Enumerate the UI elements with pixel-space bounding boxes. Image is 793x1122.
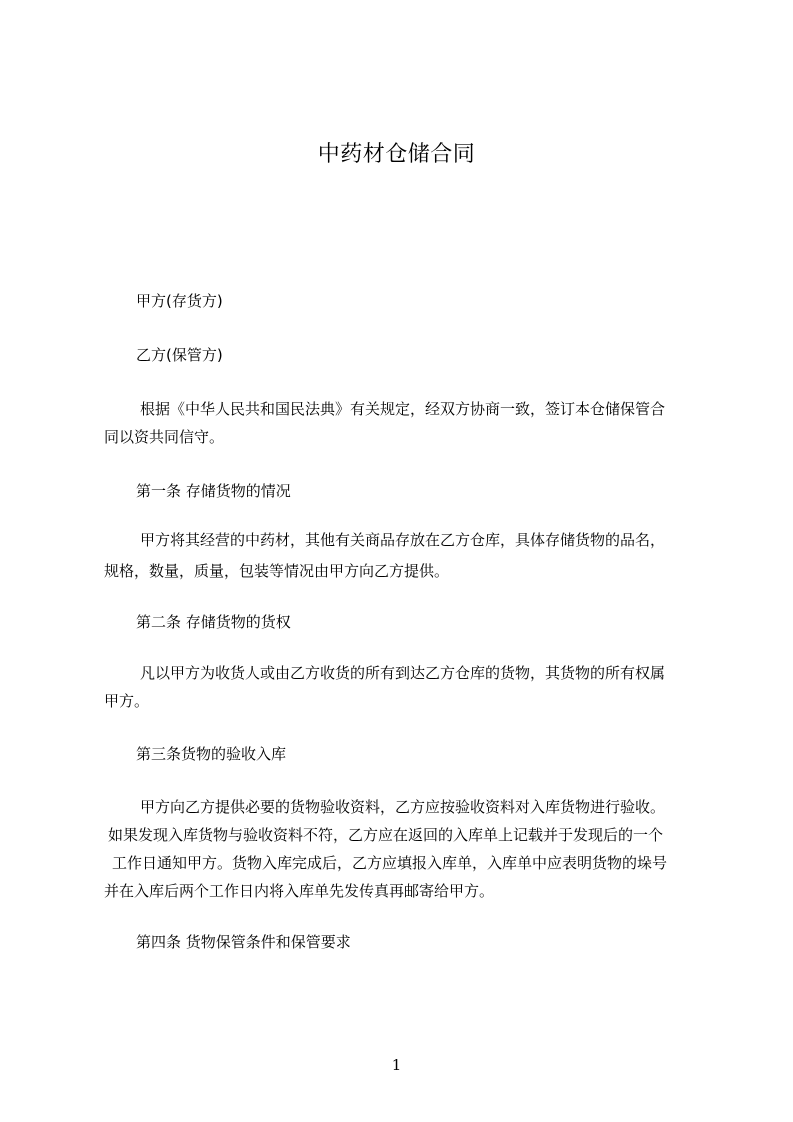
- article-3-line-4: 并在入库后两个工作日内将入库单先发传真再邮寄给甲方。: [104, 882, 495, 900]
- article-1-line-1: 甲方将其经营的中药材，其他有关商品存放在乙方仓库，具体存储货物的品名，: [140, 531, 666, 549]
- preamble-line-1: 根据《中华人民共和国民法典》有关规定，经双方协商一致，签订本仓储保管合: [140, 400, 666, 418]
- party-a-line: 甲方(存货方): [136, 292, 223, 310]
- article-2-line-2: 甲方。: [104, 692, 150, 710]
- article-3-line-2: 如果发现入库货物与验收资料不符，乙方应在返回的入库单上记载并于发现后的一个: [108, 826, 664, 844]
- article-3-line-3: 工作日通知甲方。货物入库完成后，乙方应填报入库单，入库单中应表明货物的垛号: [112, 854, 668, 872]
- article-3-line-1: 甲方向乙方提供必要的货物验收资料，乙方应按验收资料对入库货物进行验收。: [140, 798, 666, 816]
- article-2-line-1: 凡以甲方为收货人或由乙方收货的所有到达乙方仓库的货物，其货物的所有权属: [140, 664, 666, 682]
- article-1-heading: 第一条 存储货物的情况: [136, 482, 291, 500]
- preamble-line-2: 同以资共同信守。: [104, 428, 225, 446]
- article-4-heading: 第四条 货物保管条件和保管要求: [136, 933, 351, 951]
- party-b-line: 乙方(保管方): [136, 346, 223, 364]
- page-number: 1: [391, 1056, 402, 1074]
- article-3-heading: 第三条货物的验收入库: [136, 745, 287, 763]
- article-2-heading: 第二条 存储货物的货权: [136, 613, 291, 631]
- article-1-line-2: 规格，数量，质量，包装等情况由甲方向乙方提供。: [104, 562, 450, 580]
- document-title: 中药材仓储合同: [317, 142, 476, 167]
